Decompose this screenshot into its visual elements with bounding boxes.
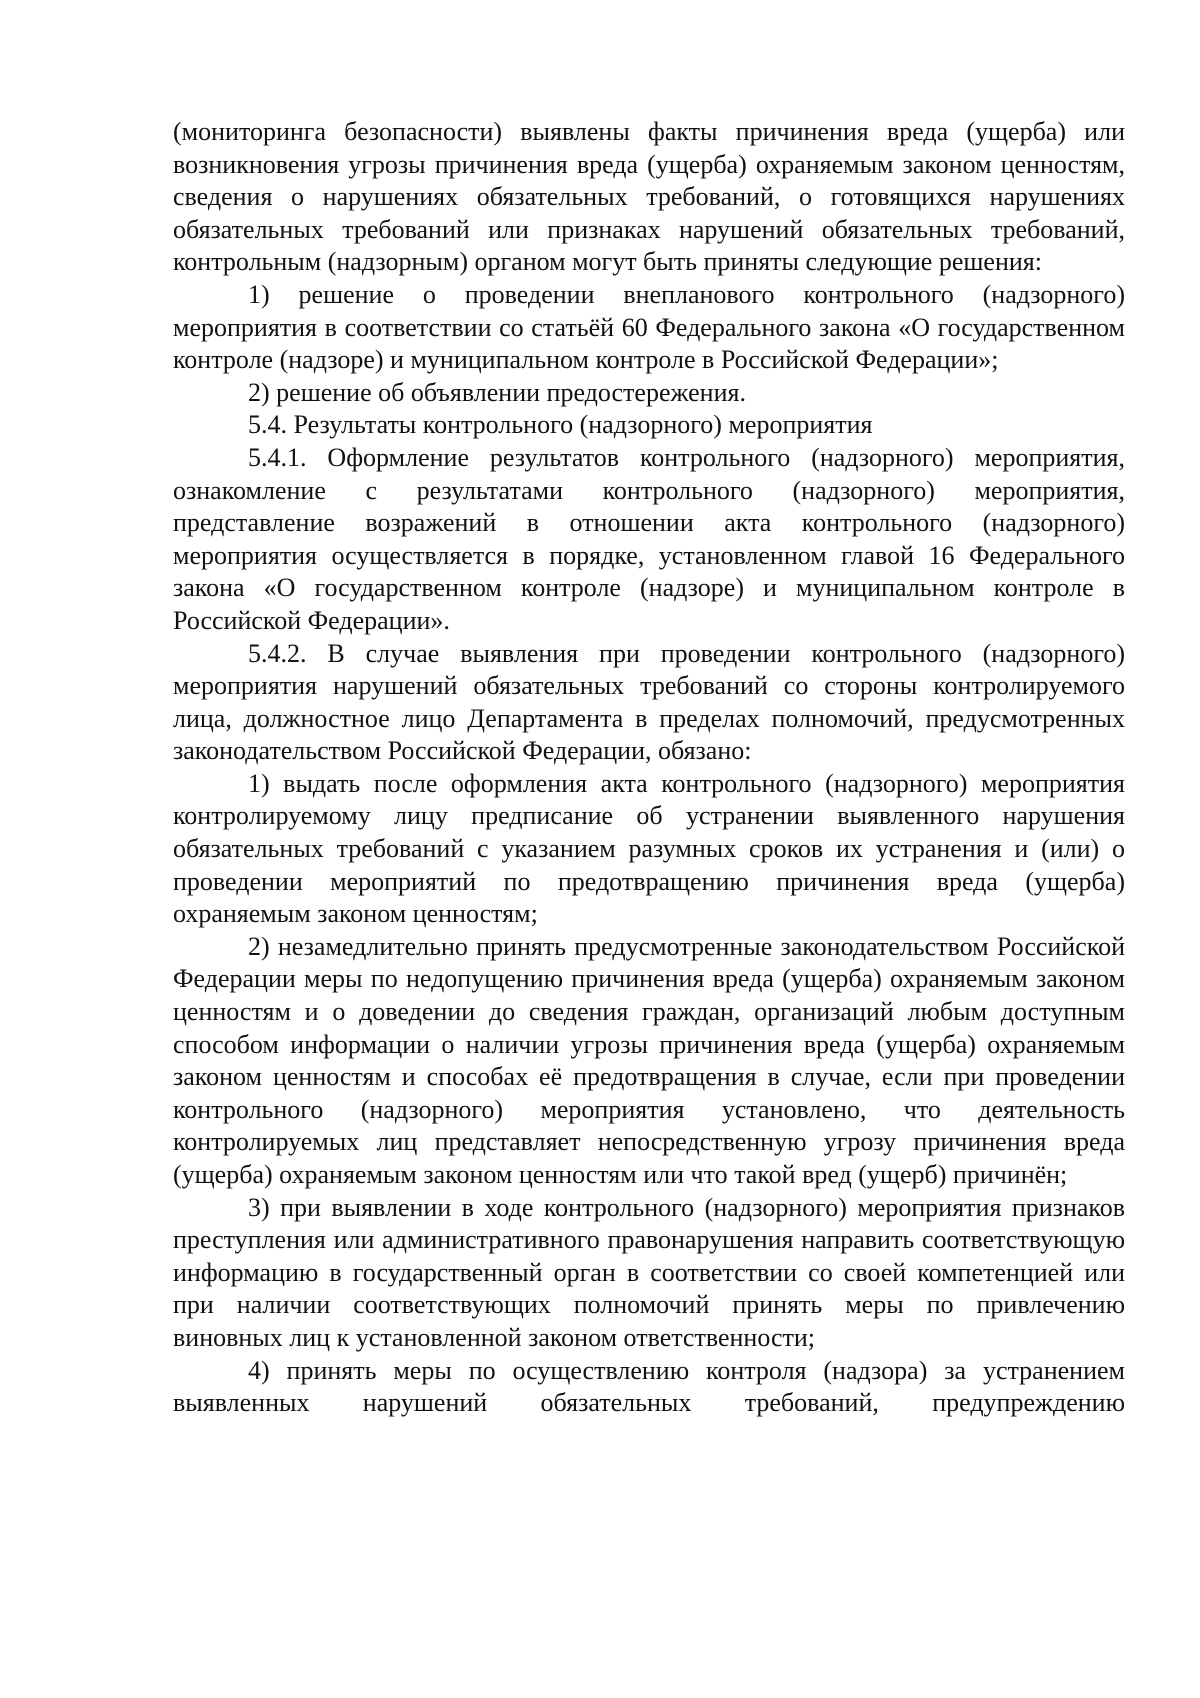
- list-item: 3) при выявлении в ходе контрольного (надзорного) мероприятия признаков преступления или административного правонарушения направить соответствующую информацию в государственный орган в соответствии со своей компетенцией или при наличии соответствующих полномочий принять меры по привлечению виновных лиц к установленной законом ответственности;: [173, 1192, 1125, 1352]
- paragraph: 5.4.1. Оформление результатов контрольного (надзорного) мероприятия, ознакомление с результатами контрольного (надзорного) мероприятия, представление возражений в отношении акта контрольного (надзорного) мероприятия осуществляется в порядке, установленном главой 16 Федерального закона «О государственном контроле (надзоре) и муниципальном контроле в Российской Федерации».: [173, 442, 1125, 635]
- paragraph: 1) решение о проведении внепланового контрольного (надзорного) мероприятия в соответствии со статьёй 60 Федерального закона «О государственном контроле (надзоре) и муниципальном контроле в Российской Федерации»;: [173, 279, 1125, 375]
- section-heading: 5.4. Результаты контрольного (надзорного) мероприятия: [248, 410, 873, 440]
- list-item: 2) незамедлительно принять предусмотренные законодательством Российской Федерации меры по недопущению причинения вреда (ущерба) охраняемым законом ценностям и о доведении до сведения граждан, организаций любым доступным способом информации о наличии угрозы причинения вреда (ущерба) охраняемым законом ценностям и способах её предотвращения в случае, если при проведении контрольного (надзорного) мероприятия установлено, что деятельность контролируемых лиц представляет непосредственную угрозу причинения вреда (ущерба) охраняемым законом ценностям или что такой вред (ущерб) причинён;: [173, 931, 1125, 1189]
- paragraph: 5.4.2. В случае выявления при проведении контрольного (надзорного) мероприятия нарушений обязательных требований со стороны контролируемого лица, должностное лицо Департамента в пределах полномочий, предусмотренных законодательством Российской Федерации, обязано:: [173, 638, 1125, 766]
- paragraph: (мониторинга безопасности) выявлены факты причинения вреда (ущерба) или возникновения угрозы причинения вреда (ущерба) охраняемым законом ценностям, сведения о нарушениях обязательных требований, о готовящихся нарушениях обязательных требований или признаках нарушений обязательных требований, контрольным (надзорным) органом могут быть приняты следующие решения:: [173, 117, 1125, 277]
- list-item: 4) принять меры по осуществлению контроля (надзора) за устранением выявленных нарушений обязательных требований, предупреждению: [173, 1355, 1125, 1418]
- document-body: [173, 116, 1125, 1420]
- paragraph: 2) решение об объявлении предостережения.: [248, 377, 746, 407]
- list-item: 1) выдать после оформления акта контрольного (надзорного) мероприятия контролируемому лицу предписание об устранении выявленного нарушения обязательных требований с указанием разумных сроков их устранения и (или) о проведении мероприятий по предотвращению причинения вреда (ущерба) охраняемым законом ценностям;: [173, 768, 1125, 929]
